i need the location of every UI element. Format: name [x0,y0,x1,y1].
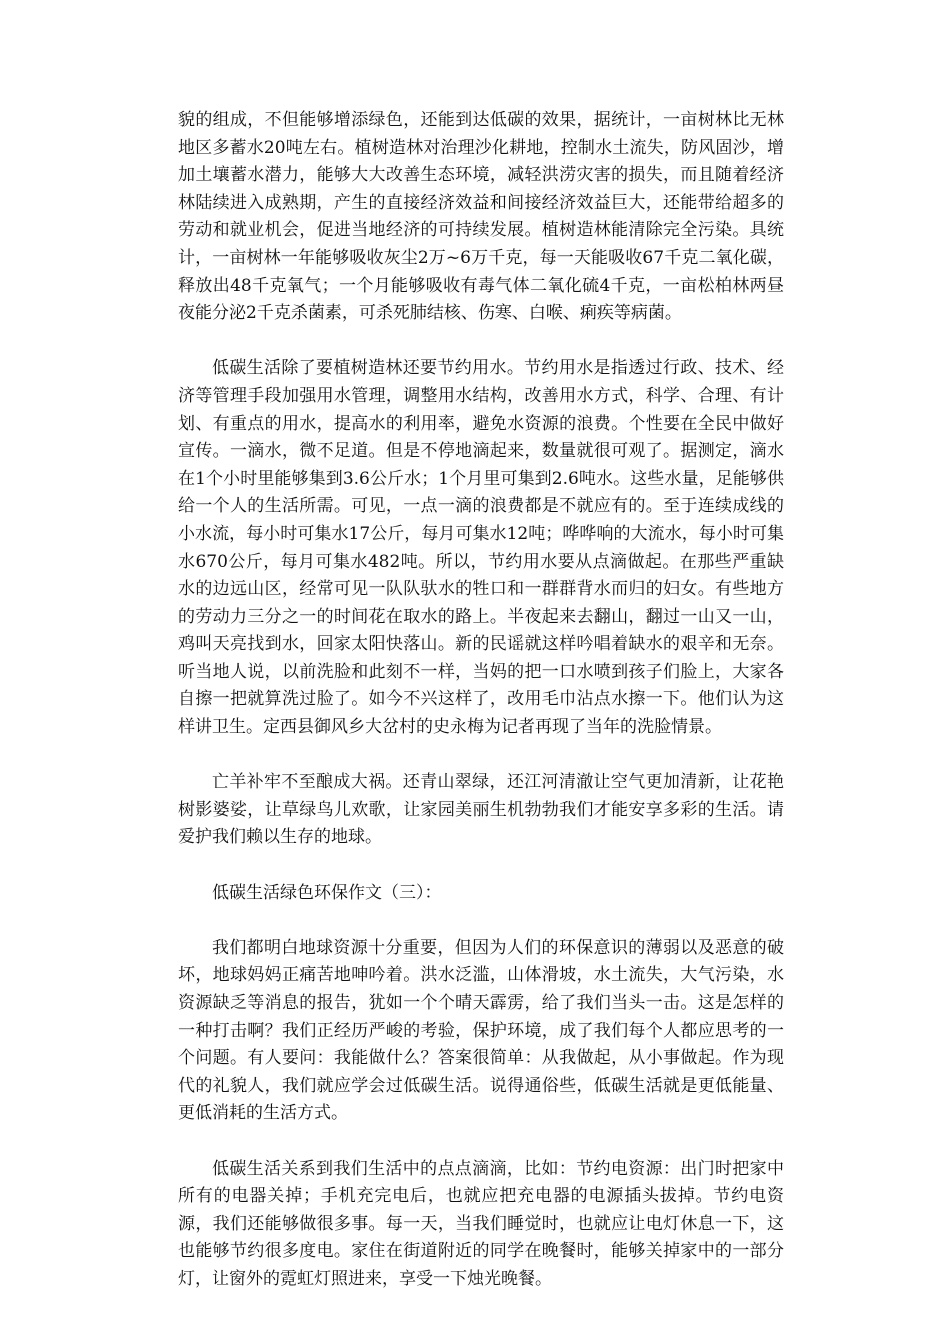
document-body [178,107,784,1321]
paragraph-3: 亡羊补牢不至酿成大祸。还青山翠绿，还江河清澈让空气更加清新，让花艳树影婆娑，让草绿鸟儿欢歌，让家园美丽生机勃勃我们才能安享多彩的生活。请爱护我们赖以生存的地球。 [178,772,784,848]
paragraph-2: 低碳生活除了要植树造林还要节约用水。节约用水是指透过行政、技术、经济等管理手段加强用水管理，调整用水结构，改善用水方式，科学、合理、有计划、有重点的用水，提高水的利用率，避免水资源的浪费。个性要在全民中做好宣传。一滴水，微不足道。但是不停地滴起来，数量就很可观了。据测定，滴水在1个小时里能够集到3.6公斤水；1个月里可集到2.6吨水。这些水量，足能够供给一个人的生活所需。可见，一点一滴的浪费都是不就应有的。至于连续成线的小水流，每小时可集水17公斤，每月可集水12吨；哗哗响的大流水，每小时可集水670公斤，每月可集水482吨。所以，节约用水要从点滴做起。在那些严重缺水的边远山区，经常可见一队队驮水的牲口和一群群背水而归的妇女。有些地方的劳动力三分之一的时间花在取水的路上。半夜起来去翻山，翻过一山又一山，鸡叫天亮找到水，回家太阳快落山。新的民谣就这样吟唱着缺水的艰辛和无奈。听当地人说，以前洗脸和此刻不一样，当妈的把一口水喷到孩子们脸上，大家各自擦一把就算洗过脸了。如今不兴这样了，改用毛巾沾点水擦一下。他们认为这样讲卫生。定西县御风乡大岔村的史永梅为记者再现了当年的洗脸情景。 [178,358,784,738]
paragraph-5: 低碳生活关系到我们生活中的点点滴滴，比如：节约电资源：出门时把家中所有的电器关掉；手机充完电后，也就应把充电器的电源插头拔掉。节约电资源，我们还能够做很多事。每一天，当我们睡觉时，也就应让电灯休息一下，这也能够节约很多度电。家住在街道附近的同学在晚餐时，能够关掉家中的一部分灯，让窗外的霓虹灯照进来，享受一下烛光晚餐。 [178,1158,784,1289]
paragraph-4: 我们都明白地球资源十分重要，但因为人们的环保意识的薄弱以及恶意的破坏，地球妈妈正痛苦地呻吟着。洪水泛滥，山体滑坡，水土流失，大气污染，水资源缺乏等消息的报告，犹如一个个晴天霹雳，给了我们当头一击。这是怎样的一种打击啊？我们正经历严峻的考验，保护环境，成了我们每个人都应思考的一个问题。有人要问：我能做什么？答案很简单：从我做起，从小事做起。作为现代的礼貌人，我们就应学会过低碳生活。说得通俗些，低碳生活就是更低能量、更低消耗的生活方式。 [178,937,784,1124]
section-heading: 低碳生活绿色环保作文（三）： [212,882,442,903]
paragraph-1: 貌的组成，不但能够增添绿色，还能到达低碳的效果，据统计，一亩树林比无林地区多蓄水20吨左右。植树造林对治理沙化耕地，控制水土流失，防风固沙，增加土壤蓄水潜力，能够大大改善生态环境，减轻洪涝灾害的损失，而且随着经济林陆续进入成熟期，产生的直接经济效益和间接经济效益巨大，还能带给超多的劳动和就业机会，促进当地经济的可持续发展。植树造林能清除完全污染。具统计，一亩树林一年能够吸收灰尘2万~6万千克，每一天能吸收67千克二氧化碳，释放出48千克氧气；一个月能够吸收有毒气体二氧化硫4千克，一亩松柏林两昼夜能分泌2千克杀菌素，可杀死肺结核、伤寒、白喉、痢疾等病菌。 [178,110,784,324]
